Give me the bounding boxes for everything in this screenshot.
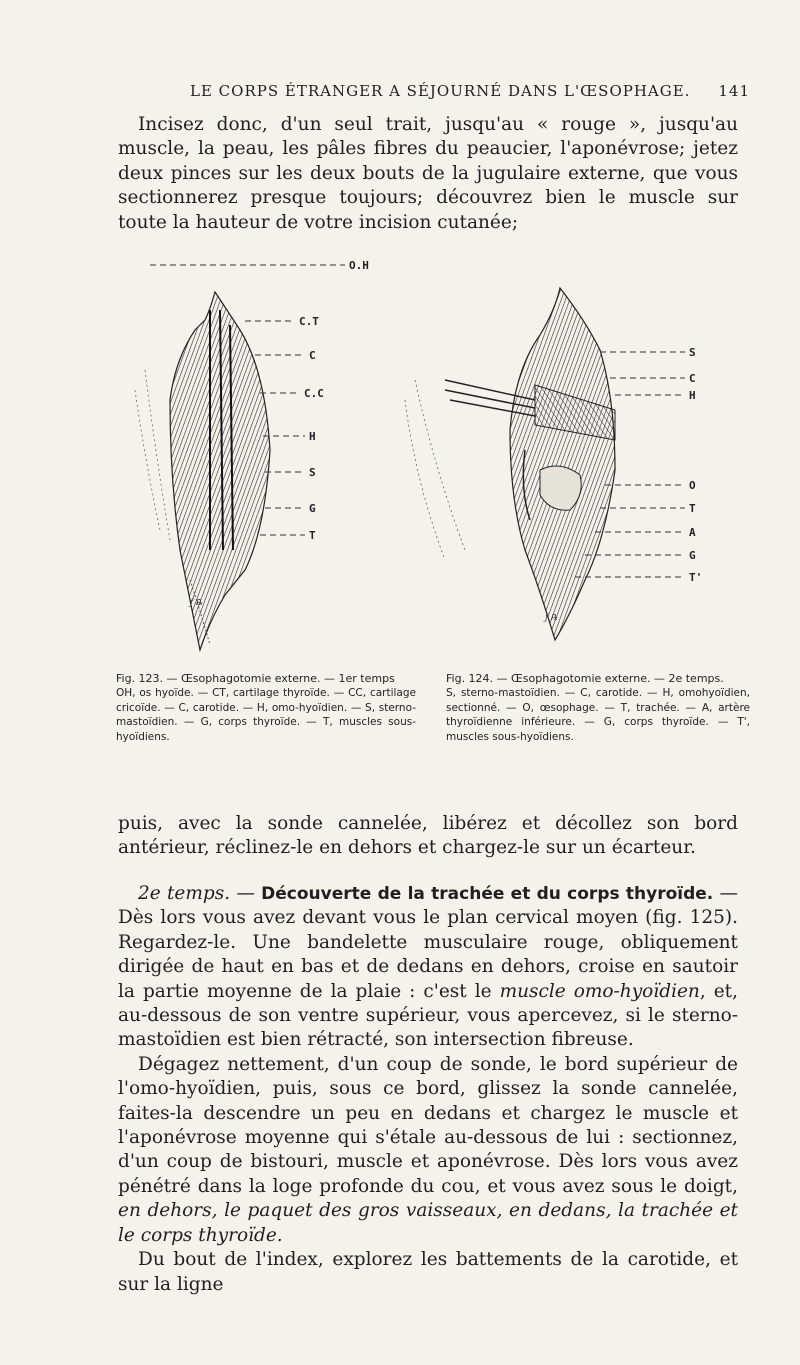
- fig1-label-ct: C.T: [299, 315, 319, 328]
- running-title: LE CORPS ÉTRANGER A SÉJOURNÉ DANS L'ŒSOPHAGE.: [190, 82, 691, 100]
- figure1-caption-title: Fig. 123. — Œsophagotomie externe. — 1er temps: [116, 672, 395, 685]
- paragraph-last: Du bout de l'index, explorez les battements de la carotide, et sur la ligne: [118, 1249, 738, 1295]
- paragraph-after-figures-text: puis, avec la sonde cannelée, libérez et décollez son bord antérieur, réclinez-le en dehors et chargez-le sur un écarteur.: [118, 813, 738, 859]
- paragraph-top-text: Incisez donc, d'un seul trait, jusqu'au « rouge », jusqu'au muscle, la peau, les pâles fibres du peaucier, l'aponévrose; jetez deux pinces sur les deux bouts de la jugulaire externe, que vous sectionnerez presque toujours; découvrez bien le muscle sur toute la hauteur de votre incision cutanée;: [118, 114, 738, 233]
- fig1-label-s: S: [309, 466, 316, 479]
- fig2-label-a: A: [689, 526, 696, 539]
- figure2-signature-scribble: ƒ ℞: [545, 613, 558, 622]
- fig2-label-h: H: [689, 389, 696, 402]
- fig2-label-s: S: [689, 346, 696, 359]
- page-number: 141: [718, 82, 750, 100]
- paragraph-degagez-italic: en dehors, le paquet des gros vaisseaux, en dedans, la trachée et le corps thyroïde.: [118, 1200, 738, 1246]
- figures-illustration: [115, 250, 735, 670]
- fig1-label-h: H: [309, 430, 316, 443]
- figure2-drawing: [405, 288, 615, 640]
- paragraph-degagez: [118, 1053, 738, 1248]
- paragraph-degagez-text: Dégagez nettement, d'un coup de sonde, le bord supérieur de l'omo-hyoïdien, puis, sous ce bord, glissez la sonde cannelée, faites-la descendre un peu en dedans et chargez le muscle et l'aponévrose moyenne qui s'étale au-dessous de lui : sectionnez, d'un coup de bistouri, muscle et aponévrose. Dès lors vous avez pénétré dans la loge profonde du cou, et vous avez sous le doigt,: [118, 1053, 738, 1197]
- paragraph-after-figures: [118, 812, 738, 861]
- figure1-caption: [116, 672, 416, 744]
- figure2-skin-edge: [405, 380, 465, 560]
- figures-block: [115, 250, 735, 670]
- section-step-label: 2e temps.: [138, 883, 231, 904]
- section-muscle-name: muscle omo-hyoïdien: [499, 980, 700, 1002]
- fig1-label-t: T: [309, 529, 316, 542]
- section-second-step: [118, 882, 738, 1297]
- fig2-label-tprime: T': [689, 571, 703, 584]
- section-heading: Découverte de la trachée et du corps thyroïde.: [261, 884, 714, 904]
- fig1-label-cc: C.C: [304, 387, 324, 400]
- section-text-1: Dès lors vous avez devant vous le plan cervical moyen (fig. 125). Regardez-le. Une bandelette musculaire rouge, obliquement dirigée de haut en bas et de dedans en dehors, croise en sautoir la partie moyenne de la plaie : c'est le: [118, 907, 738, 1002]
- section-text-2: , et, au-dessous de son ventre supérieur, vous apercevez, si le sterno-mastoïdien est bien rétracté, son intersection fibreuse.: [118, 980, 738, 1051]
- fig2-label-g: G: [689, 549, 696, 562]
- fig1-label-g: G: [309, 502, 316, 515]
- figure2-caption-title: Fig. 124. — Œsophagotomie externe. — 2e temps.: [446, 672, 724, 685]
- paragraph-top: [118, 113, 738, 235]
- fig1-label-oh: O.H: [349, 259, 369, 272]
- fig2-label-c: C: [689, 372, 696, 385]
- figure1-signature-scribble: ƒ ℞: [190, 598, 203, 607]
- figure1-drawing: [135, 292, 270, 650]
- figure1-caption-body: OH, os hyoïde. — CT, cartilage thyroïde. — CC, cartilage cricoïde. — C, carotide. — H, omo-hyoïdien. — S, sterno-mastoïdien. — G, corps thyroïde. — T, muscles sous-hyoïdiens.: [116, 687, 416, 743]
- fig1-label-c: C: [309, 349, 316, 362]
- figure2-caption-body: S, sterno-mastoïdien. — C, carotide. — H, omohyoïdien, sectionné. — O, œsophage. — T, trachée. — A, artère thyroïdienne inférieure. — G, corps thyroïde. — T', muscles sous-hyoïdiens.: [446, 687, 750, 743]
- figure1-skin-edge: [135, 370, 170, 540]
- fig2-label-o: O: [689, 479, 696, 492]
- section-heading-paragraph: 2e temps. — Découverte de la trachée et du corps thyroïde. — Dès lors vous avez devant vous le plan cervical moyen (fig. 125). Regardez-le. Une bandelette musculaire rouge, obliquement dirigée de haut en bas et de dedans en dehors, croise en sautoir la partie moyenne de la plaie : c'est le muscle omo-hyoïdien, et, au-dessous de son ventre supérieur, vous apercevez, si le sterno-mastoïdien est bien rétracté, son intersection fibreuse.: [118, 883, 739, 1051]
- figure2-caption: [446, 672, 750, 744]
- figure2-wound: [510, 288, 615, 640]
- fig2-label-t: T: [689, 502, 696, 515]
